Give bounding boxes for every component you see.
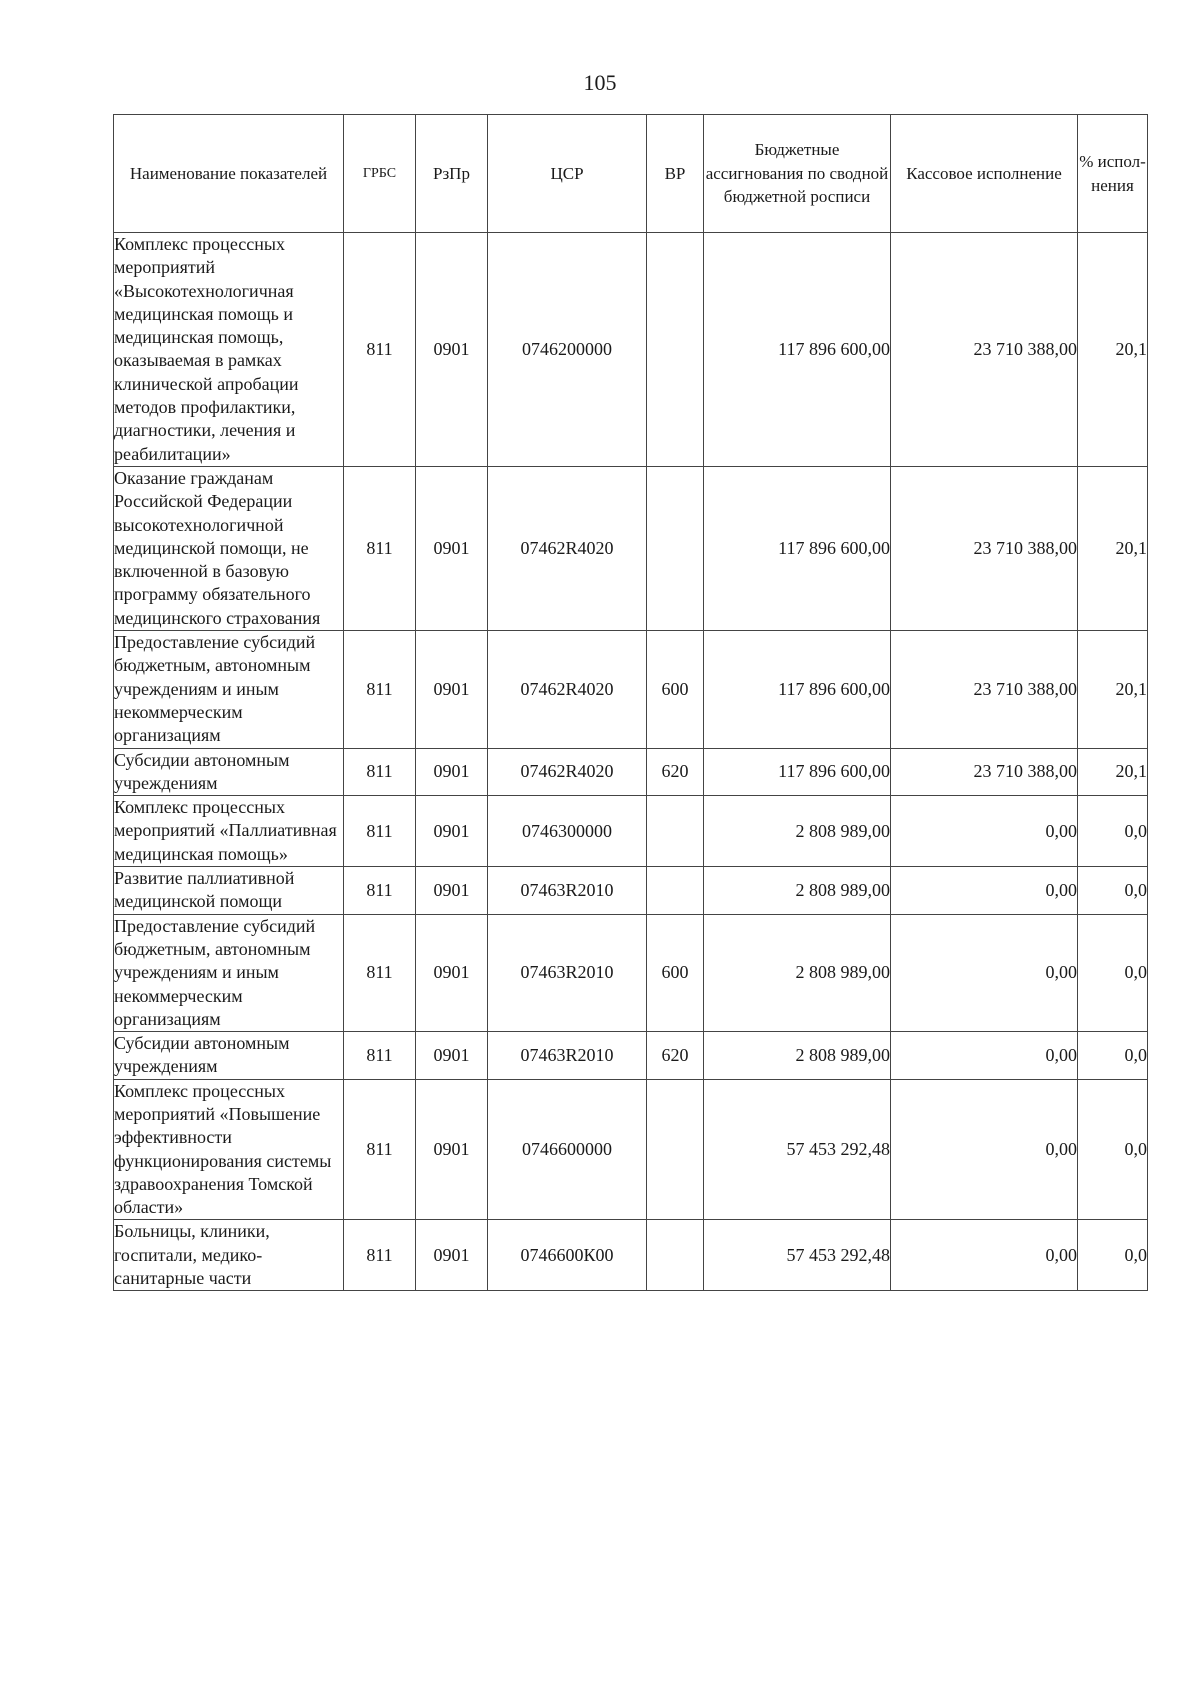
row-percent: 0,0 — [1078, 1032, 1148, 1080]
table-row — [114, 1079, 1148, 1220]
row-grbs: 811 — [344, 796, 416, 867]
row-cash-execution: 23 710 388,00 — [891, 631, 1078, 748]
row-assignments: 117 896 600,00 — [704, 233, 891, 467]
row-percent: 20,1 — [1078, 748, 1148, 796]
row-assignments: 2 808 989,00 — [704, 914, 891, 1031]
row-csr: 0746600000 — [488, 1079, 647, 1220]
budget-execution-table — [113, 114, 1148, 1291]
row-assignments: 57 453 292,48 — [704, 1079, 891, 1220]
row-rzpr: 0901 — [416, 466, 488, 630]
header-percent-execution: % испол-нения — [1078, 115, 1148, 233]
row-vr: 620 — [647, 1032, 704, 1080]
row-name: Комплекс процессных мероприятий «Паллиативная медицинская помощь» — [114, 796, 344, 867]
row-cash-execution: 0,00 — [891, 914, 1078, 1031]
header-grbs: ГРБС — [344, 115, 416, 233]
row-cash-execution: 23 710 388,00 — [891, 748, 1078, 796]
row-rzpr: 0901 — [416, 233, 488, 467]
row-grbs: 811 — [344, 867, 416, 915]
row-csr: 0746200000 — [488, 233, 647, 467]
row-csr: 07462R4020 — [488, 466, 647, 630]
table-row — [114, 1220, 1148, 1291]
row-percent: 20,1 — [1078, 466, 1148, 630]
row-assignments: 2 808 989,00 — [704, 1032, 891, 1080]
row-vr: 600 — [647, 914, 704, 1031]
row-cash-execution: 0,00 — [891, 867, 1078, 915]
row-cash-execution: 23 710 388,00 — [891, 466, 1078, 630]
row-grbs: 811 — [344, 233, 416, 467]
row-vr — [647, 233, 704, 467]
row-name: Субсидии автономным учреждениям — [114, 748, 344, 796]
row-vr — [647, 1220, 704, 1291]
row-rzpr: 0901 — [416, 1079, 488, 1220]
page-number: 105 — [583, 70, 617, 95]
row-grbs: 811 — [344, 1079, 416, 1220]
row-percent: 0,0 — [1078, 1079, 1148, 1220]
row-rzpr: 0901 — [416, 748, 488, 796]
table-row — [114, 631, 1148, 748]
row-percent: 0,0 — [1078, 1220, 1148, 1291]
row-rzpr: 0901 — [416, 796, 488, 867]
row-grbs: 811 — [344, 631, 416, 748]
row-csr: 07462R4020 — [488, 748, 647, 796]
row-vr — [647, 867, 704, 915]
row-name: Предоставление субсидий бюджетным, автономным учреждениям и иным некоммерческим организациям — [114, 631, 344, 748]
row-name: Комплекс процессных мероприятий «Повышение эффективности функционирования системы здравоохранения Томской области» — [114, 1079, 344, 1220]
row-csr: 07462R4020 — [488, 631, 647, 748]
row-percent: 20,1 — [1078, 631, 1148, 748]
row-vr — [647, 1079, 704, 1220]
row-rzpr: 0901 — [416, 1032, 488, 1080]
row-grbs: 811 — [344, 1032, 416, 1080]
row-vr: 620 — [647, 748, 704, 796]
row-assignments: 117 896 600,00 — [704, 631, 891, 748]
row-rzpr: 0901 — [416, 1220, 488, 1291]
table-row — [114, 748, 1148, 796]
header-vr: ВР — [647, 115, 704, 233]
table-row — [114, 233, 1148, 467]
row-csr: 07463R2010 — [488, 867, 647, 915]
table-row — [114, 867, 1148, 915]
table-row — [114, 1032, 1148, 1080]
row-cash-execution: 23 710 388,00 — [891, 233, 1078, 467]
row-csr: 0746300000 — [488, 796, 647, 867]
row-assignments: 57 453 292,48 — [704, 1220, 891, 1291]
header-name: Наименование показателей — [114, 115, 344, 233]
row-percent: 0,0 — [1078, 867, 1148, 915]
row-csr: 0746600К00 — [488, 1220, 647, 1291]
header-assignments: Бюджетные ассигнования по сводной бюджетной росписи — [704, 115, 891, 233]
row-grbs: 811 — [344, 748, 416, 796]
table-header-row — [114, 115, 1148, 233]
row-name: Субсидии автономным учреждениям — [114, 1032, 344, 1080]
table-row — [114, 796, 1148, 867]
row-grbs: 811 — [344, 1220, 416, 1291]
table-row — [114, 466, 1148, 630]
row-name: Оказание гражданам Российской Федерации высокотехнологичной медицинской помощи, не включенной в базовую программу обязательного медицинского страхования — [114, 466, 344, 630]
row-assignments: 2 808 989,00 — [704, 796, 891, 867]
row-cash-execution: 0,00 — [891, 1032, 1078, 1080]
row-assignments: 2 808 989,00 — [704, 867, 891, 915]
row-name: Больницы, клиники, госпитали, медико-санитарные части — [114, 1220, 344, 1291]
row-rzpr: 0901 — [416, 867, 488, 915]
row-assignments: 117 896 600,00 — [704, 748, 891, 796]
header-rzpr: РзПр — [416, 115, 488, 233]
row-vr: 600 — [647, 631, 704, 748]
row-csr: 07463R2010 — [488, 1032, 647, 1080]
row-vr — [647, 466, 704, 630]
row-cash-execution: 0,00 — [891, 1079, 1078, 1220]
row-vr — [647, 796, 704, 867]
row-cash-execution: 0,00 — [891, 796, 1078, 867]
row-percent: 0,0 — [1078, 914, 1148, 1031]
row-grbs: 811 — [344, 466, 416, 630]
row-grbs: 811 — [344, 914, 416, 1031]
row-cash-execution: 0,00 — [891, 1220, 1078, 1291]
header-cash-execution: Кассовое исполнение — [891, 115, 1078, 233]
row-rzpr: 0901 — [416, 631, 488, 748]
row-name: Развитие паллиативной медицинской помощи — [114, 867, 344, 915]
row-rzpr: 0901 — [416, 914, 488, 1031]
row-assignments: 117 896 600,00 — [704, 466, 891, 630]
table-row — [114, 914, 1148, 1031]
row-csr: 07463R2010 — [488, 914, 647, 1031]
header-csr: ЦСР — [488, 115, 647, 233]
row-name: Комплекс процессных мероприятий «Высокотехнологичная медицинская помощь и медицинская помощь, оказываемая в рамках клинической апробации методов профилактики, диагностики, лечения и реабилитации» — [114, 233, 344, 467]
row-percent: 20,1 — [1078, 233, 1148, 467]
row-name: Предоставление субсидий бюджетным, автономным учреждениям и иным некоммерческим организациям — [114, 914, 344, 1031]
row-percent: 0,0 — [1078, 796, 1148, 867]
